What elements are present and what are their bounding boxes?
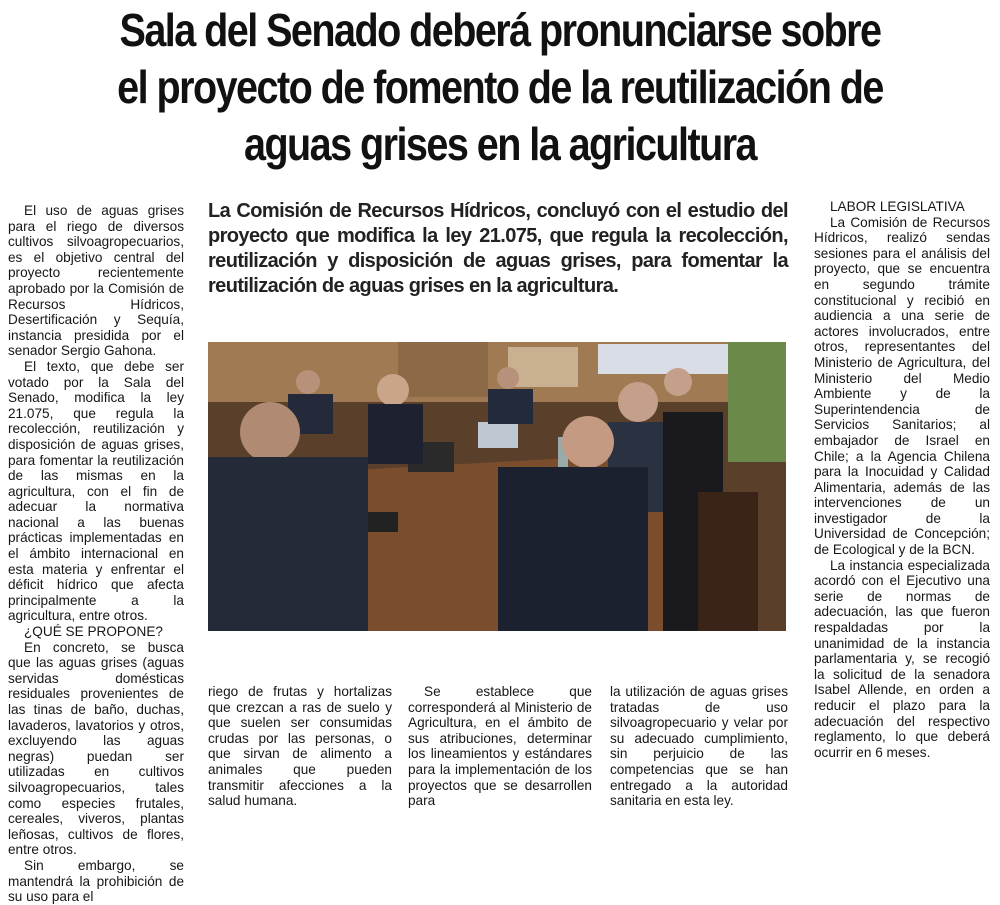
right-subhead: LABOR LEGISLATIVA (830, 199, 965, 214)
left-column (8, 203, 184, 905)
headline-line-1: Sala del Senado deberá pronunciarse sobre (119, 4, 881, 56)
bottom-column-1-text: riego de frutas y hortalizas que crezcan a ras de suelo y que suelen ser consumidas crudas por las personas, o que sirvan de alimento a animales que pueden transmitir afecciones a la salud humana. (208, 684, 392, 809)
bottom-column-3-text: la utilización de aguas grises tratadas de uso silvoagropecuario y velar por su adecuado cumplimiento, sin perjuicio de las competencias que se han entregado a la autoridad sanitaria en esta ley. (610, 684, 788, 809)
right-paragraph-2: La instancia especializada acordó con el Ejecutivo una serie de normas de adecuación, las que fueron respaldadas por la unanimidad de la instancia parlamentaria y, se recogió la solicitud de la senadora Isabel Allende, en orden a reducir el plazo para la adecuación del respectivo reglamento, lo que deberá ocurrir en 6 meses. (814, 557, 990, 760)
headline-line-3: aguas grises en la agricultura (243, 118, 757, 170)
headline (79, 2, 922, 173)
bottom-column-1 (208, 684, 392, 809)
lead-paragraph: La Comisión de Recursos Hídricos, concluyó con el estudio del proyecto que modifica la ley 21.075, que regula la recolección, reutilización y disposición de aguas grises, para fomentar la reutilización de aguas grises en la agricultura. (208, 200, 788, 297)
headline-line-2: el proyecto de fomento de la reutilización de (117, 61, 883, 113)
meeting-photo-illustration (208, 342, 786, 631)
left-paragraph-3: En concreto, se busca que las aguas grises (aguas servidas domésticas residuales provenientes de las tinas de baño, duchas, lavaderos, lavatorios y otros, excluyendo las aguas negras) puedan ser utilizadas en cultivos silvoagropecuarios, tales como especies frutales, cereales, viveros, plantas leñosas, cultivos de flores, entre otros. (8, 639, 184, 858)
left-paragraph-4: Sin embargo, se mantendrá la prohibición de su uso para el (8, 857, 184, 905)
bottom-column-2-text: Se establece que corresponderá al Ministerio de Agricultura, en el ámbito de sus atribuciones, determinar los lineamientos y estándares para la implementación de los proyectos que se desarrollen para (408, 684, 592, 809)
right-paragraph-1: La Comisión de Recursos Hídricos, realizó sendas sesiones para el análisis del proyecto, que se encuentra en segundo trámite constitucional y recibió en audiencia a una serie de actores involucrados, entre otros, representantes del Ministerio de Agricultura, del Ministerio del Medio Ambiente y de la Superintendencia de Servicios Sanitarios; al embajador de Israel en Chile; a la Agencia Chilena para la Inocuidad y Calidad Alimentaria, además de las intervenciones de un investigador de la Universidad de Concepción; de Ecological y de la BCN. (814, 214, 990, 558)
bottom-column-2 (408, 684, 592, 809)
left-paragraph-1: El uso de aguas grises para el riego de diversos cultivos silvoagropecuarios, es el objetivo central del proyecto recientemente aprobado por la Comisión de Recursos Hídricos, Desertificación y Sequía, instancia presidida por el senador Sergio Gahona. (8, 203, 184, 359)
right-column (814, 199, 990, 760)
left-paragraph-2: El texto, que debe ser votado por la Sala del Senado, modifica la ley 21.075, que regula la recolección, reutilización y disposición de aguas grises, para fomentar la reutilización de las mismas en la agricultura, con el fin de adecuar la normativa nacional a las buenas prácticas implementadas en el ámbito internacional en esta materia y enfrentar el déficit hídrico que afecta principalmente a la agricultura, entre otros. (8, 358, 184, 624)
bottom-column-3 (610, 684, 788, 809)
left-subhead: ¿QUÉ SE PROPONE? (24, 624, 163, 640)
meeting-photo (208, 342, 786, 631)
